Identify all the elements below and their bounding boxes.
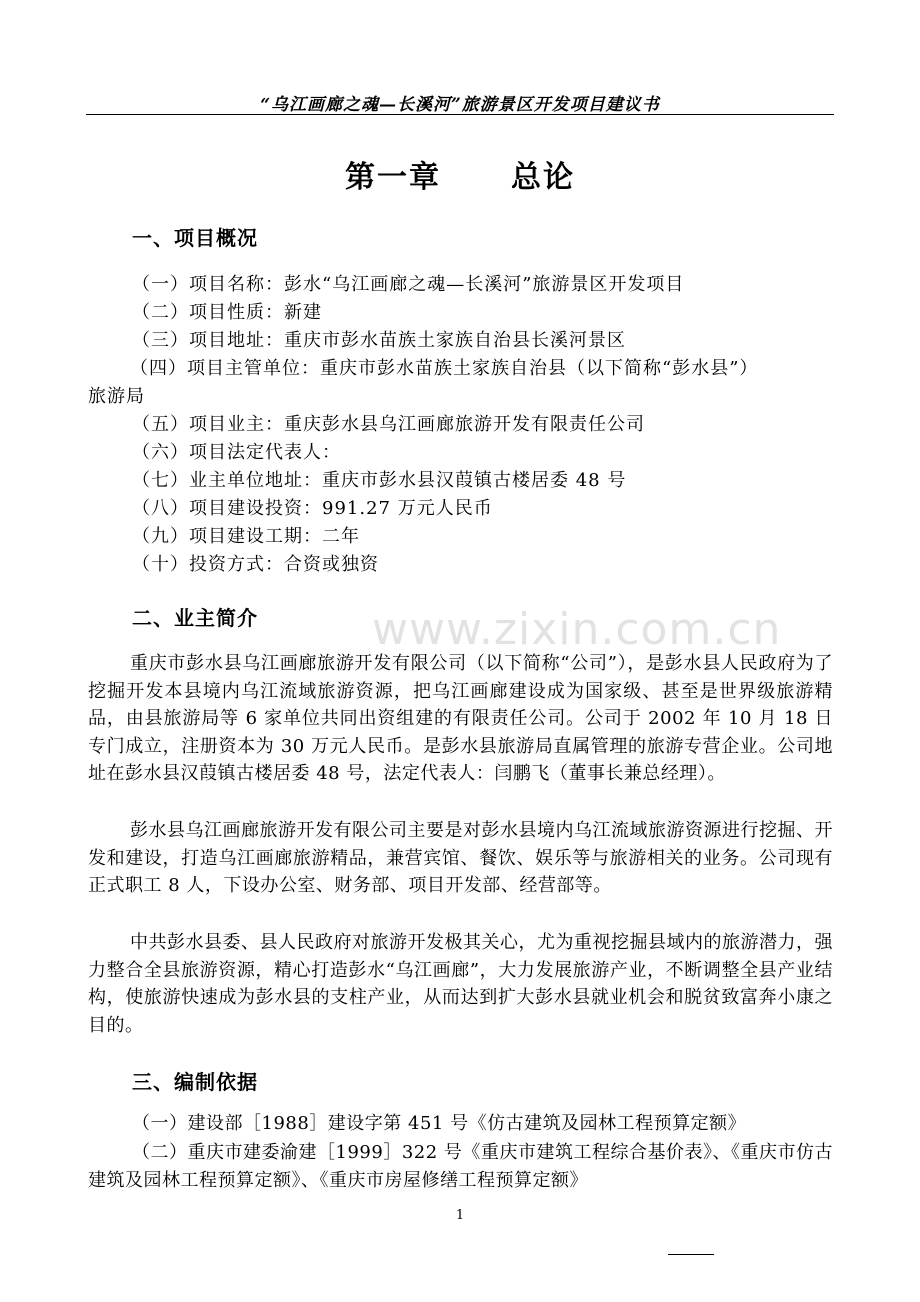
overview-item-7: （七）业主单位地址：重庆市彭水县汉葭镇古楼居委 48 号 — [132, 470, 627, 491]
owner-paragraph-2: 彭水县乌江画廊旅游开发有限公司主要是对彭水县境内乌江流域旅游资源进行挖掘、开发和建设，打造乌江画廊旅游精品，兼营宾馆、餐饮、娱乐等与旅游相关的业务。公司现有正式职工 8 人，下设办公室、财务部、项目开发部、经营部等。 — [88, 820, 833, 897]
overview-item-4: （四）项目主管单位：重庆市彭水苗族土家族自治县（以下简称“彭水县”） — [130, 358, 759, 379]
overview-item-2: （二）项目性质：新建 — [132, 302, 322, 323]
section-heading-overview: 一、项目概况 — [132, 226, 258, 250]
running-header-title: “乌江画廊之魂—长溪河”旅游景区开发项目建议书 — [260, 95, 660, 115]
basis-item-1: （一）建设部［1988］建设字第 451 号《仿古建筑及园林工程预算定额》 — [132, 1113, 747, 1134]
overview-item-6: （六）项目法定代表人： — [132, 442, 341, 463]
overview-item-4-continuation: 旅游局 — [88, 386, 145, 407]
header-rule — [86, 114, 834, 115]
overview-item-9: （九）项目建设工期：二年 — [132, 526, 360, 547]
chapter-name: 总论 — [511, 160, 575, 195]
owner-paragraph-3: 中共彭水县委、县人民政府对旅游开发极其关心，尤为重视挖掘县域内的旅游潜力，强力整合全县旅游资源，精心打造彭水“乌江画廊”，大力发展旅游产业，不断调整全县产业结构，使旅游快速成为彭水县的支柱产业，从而达到扩大彭水县就业机会和脱贫致富奔小康之目的。 — [88, 932, 833, 1036]
chapter-number: 第一章 — [345, 160, 441, 195]
basis-item-2: （二）重庆市建委渝建［1999］322 号《重庆市建筑工程综合基价表》、《重庆市仿古建筑及园林工程预算定额》、《重庆市房屋修缮工程预算定额》 — [88, 1142, 833, 1192]
overview-item-8: （八）项目建设投资：991.27 万元人民币 — [132, 498, 493, 519]
section-heading-basis: 三、编制依据 — [132, 1070, 258, 1094]
chapter-title — [0, 152, 920, 196]
watermark: www.zixin.com.cn — [372, 604, 782, 655]
overview-item-5: （五）项目业主：重庆彭水县乌江画廊旅游开发有限责任公司 — [132, 414, 645, 435]
overview-item-3: （三）项目地址：重庆市彭水苗族土家族自治县长溪河景区 — [132, 330, 626, 351]
overview-item-1: （一）项目名称：彭水“乌江画廊之魂—长溪河”旅游景区开发项目 — [132, 274, 685, 295]
footer-rule — [668, 1254, 714, 1255]
section-heading-owner: 二、业主简介 — [132, 606, 258, 630]
owner-paragraph-1: 重庆市彭水县乌江画廊旅游开发有限公司（以下简称“公司”），是彭水县人民政府为了挖掘开发本县境内乌江流域旅游资源，把乌江画廊建设成为国家级、甚至是世界级旅游精品，由县旅游局等 6 家单位共同出资组建的有限责任公司。公司于 2002 年 10 月 18 日专门成立，注册资本为 30 万元人民币。是彭水县旅游局直属管理的旅游专营企业。公司地址在彭水县汉葭镇古楼居委 48 号，法定代表人：闫鹏飞（董事长兼总经理）。 — [88, 653, 833, 785]
page-number: 1 — [455, 1208, 465, 1223]
overview-item-10: （十）投资方式：合资或独资 — [132, 554, 379, 575]
